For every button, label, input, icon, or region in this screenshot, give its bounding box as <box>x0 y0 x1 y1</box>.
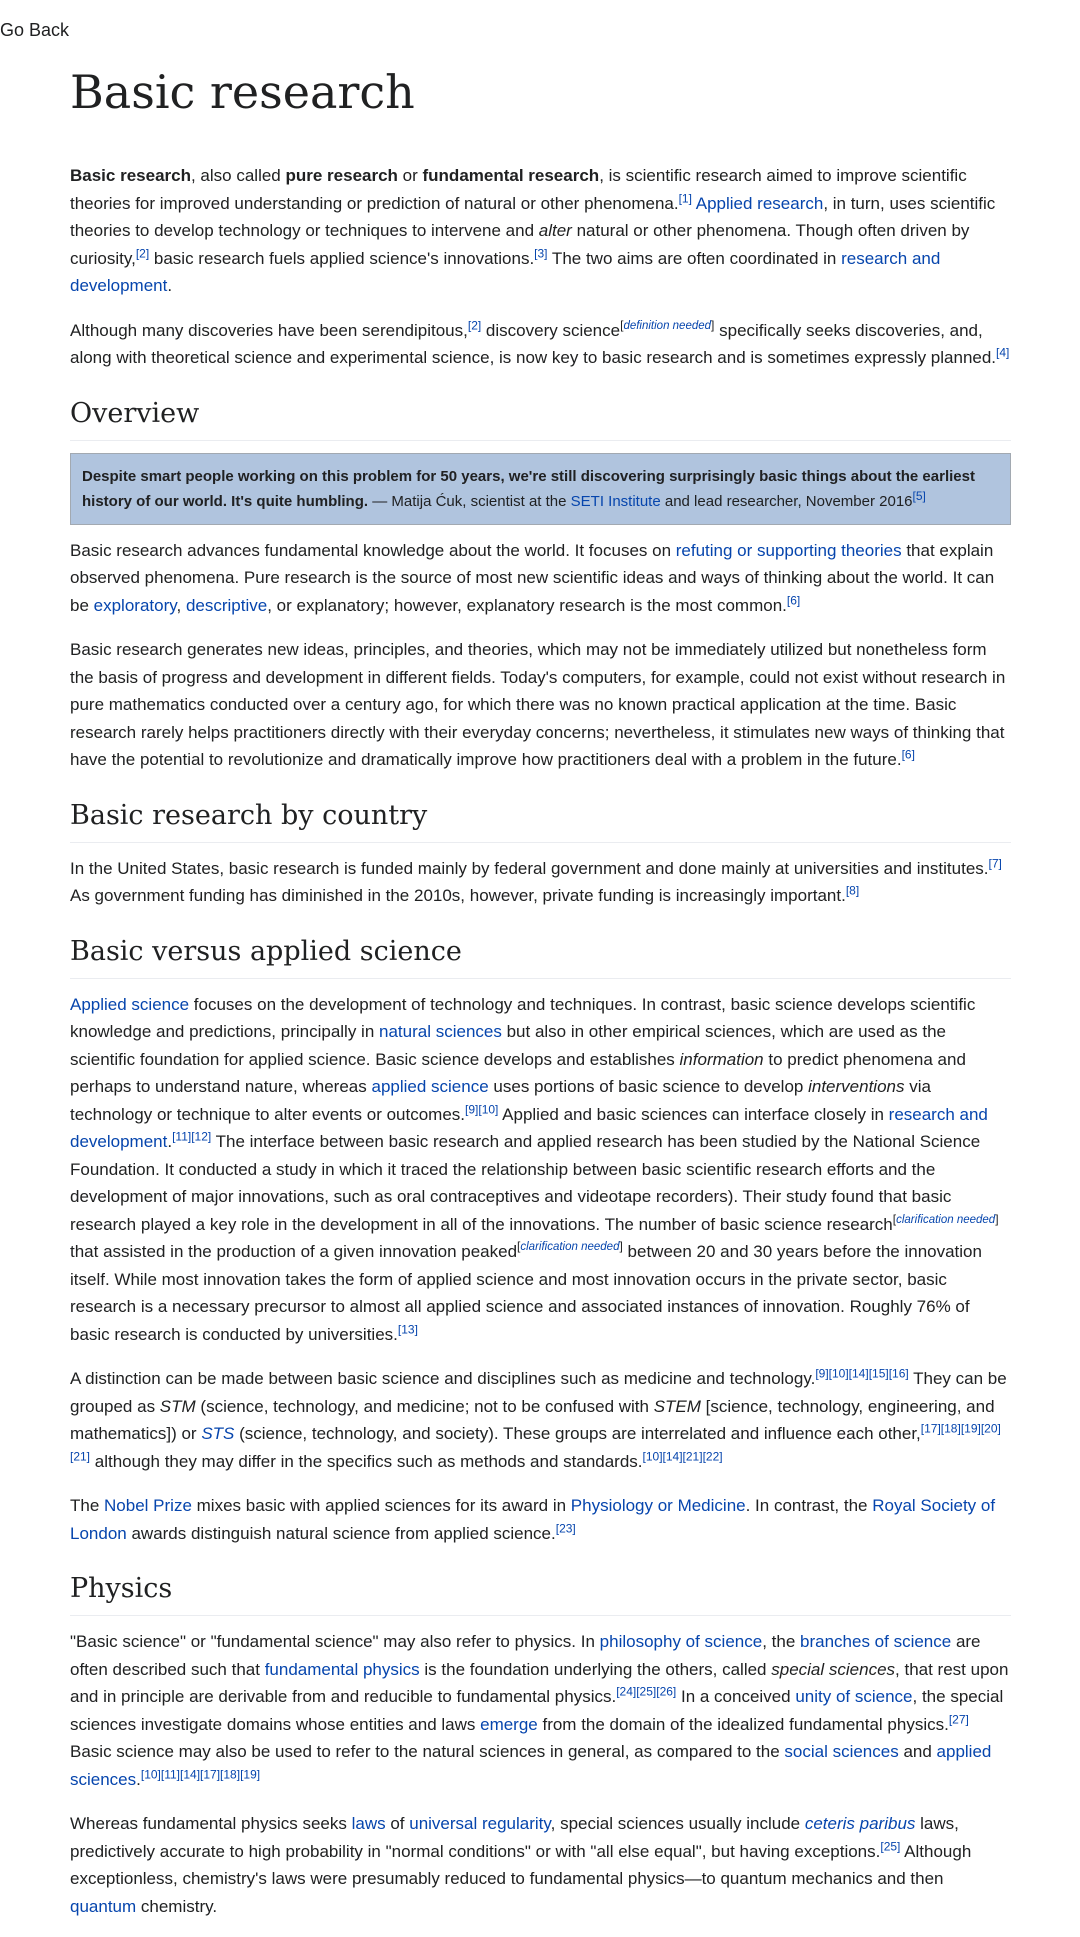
research-and-development-link[interactable]: research and development <box>70 248 941 295</box>
citation-link[interactable]: [7] <box>988 855 1002 870</box>
physiology-medicine-link[interactable]: Physiology or Medicine <box>570 1496 746 1515</box>
citation-link[interactable]: [16] <box>888 1366 909 1381</box>
laws-link[interactable]: laws <box>351 1814 386 1833</box>
citation-link[interactable]: [10] <box>478 1101 499 1116</box>
page-title: Basic research <box>70 65 415 119</box>
section-heading-basic-vs-applied: Basic versus applied science <box>70 932 1011 979</box>
applied-sciences-link[interactable]: applied sciences <box>70 1742 992 1789</box>
citation-link[interactable]: [25] <box>636 1684 657 1699</box>
citation-link[interactable]: [27] <box>948 1711 969 1726</box>
seti-institute-link[interactable]: SETI Institute <box>570 492 661 510</box>
citation-link[interactable]: [6] <box>786 592 801 607</box>
exploratory-link[interactable]: exploratory <box>93 595 177 615</box>
research-and-development-link[interactable]: research and development <box>70 1104 988 1151</box>
emerge-link[interactable]: emerge <box>480 1714 538 1734</box>
citation-link[interactable]: [10] <box>828 1366 849 1381</box>
applied-paragraph-3: The Nobel Prize mixes basic with applied sciences for its award in Physiology or Medicine. In contrast, the Royal Society of London awards distinguish natural science from applied science.[23] <box>70 1496 996 1543</box>
physics-paragraph-1: "Basic science" or "fundamental science" may also refer to physics. In philosophy of science, the branches of science are often described such that fundamental physics is the foundation underlying the others, called special sciences, that rest upon and in principle are derivable from and reducible to fundamental physics.[24][25][26] In a conceived unity of science, the special sciences investigate domains whose entities and laws emerge from the domain of the idealized fundamental physics.[27] Basic science may also be used to refer to the natural sciences in general, as compared to the social sciences and applied sciences.[10][11][14][17][18][19] <box>70 1632 1009 1789</box>
clarification-needed-tag[interactable]: clarification needed <box>520 1241 620 1254</box>
country-paragraph: In the United States, basic research is funded mainly by federal government and done mainly at universities and institutes.[7] As government funding has diminished in the 2010s, however, private funding is increasingly important.[8] <box>70 855 1002 905</box>
citation-link[interactable]: [17] <box>200 1766 221 1781</box>
fundamental-physics-link[interactable]: fundamental physics <box>264 1659 420 1679</box>
overview-paragraph-1: Basic research advances fundamental knowledge about the world. It focuses on refuting or supporting theories that explain observed phenomena. Pure research is the source of most new scientific ideas and ways of thinking about the world. It can be exploratory, descriptive, or explanatory; however, explanatory research is the most common.[6] <box>70 540 995 615</box>
applied-science-link[interactable]: Applied science <box>70 994 190 1014</box>
quantum-link[interactable]: quantum <box>70 1896 137 1916</box>
citation-link[interactable]: [14] <box>180 1766 201 1781</box>
citation-link[interactable]: [14] <box>662 1448 683 1463</box>
citation-link[interactable]: [8] <box>845 883 860 898</box>
clarification-needed-tag[interactable]: clarification needed <box>896 1213 996 1226</box>
citation-link[interactable]: [25] <box>880 1838 901 1853</box>
citation-link[interactable]: [20] <box>980 1421 1001 1436</box>
citation-link[interactable]: [21] <box>70 1448 91 1463</box>
physics-paragraph-2: Whereas fundamental physics seeks laws of universal regularity, special sciences usually include ceteris paribus laws, predictively accurate to high probability in "normal conditions" or with "all else equal", but having exceptions.[25] Although exceptionless, chemistry's laws were presumably reduced to fundamental physics—to quantum mechanics and then quantum chemistry. <box>70 1814 972 1916</box>
unity-of-science-link[interactable]: unity of science <box>795 1687 913 1706</box>
applied-paragraph-2: A distinction can be made between basic science and disciplines such as medicine and technology.[9][10][14][15][16] They can be grouped as STM (science, technology, and medicine; not to be confused with STEM [science, technology, engineering, and mathematics]) or STS (science, technology, and society). These groups are interrelated and influence each other,[17][18][19][20][21] although they may differ in the specifics such as methods and standards.[10][14][21][22] <box>70 1366 1007 1471</box>
citation-link[interactable]: [9] <box>465 1101 479 1116</box>
citation-link[interactable]: [14] <box>848 1366 869 1381</box>
citation-link[interactable]: [12] <box>191 1129 212 1144</box>
quote-attribution-end: and lead researcher, November 2016 <box>660 492 913 510</box>
citation-link[interactable]: [4] <box>996 345 1010 360</box>
citation-link[interactable]: [21] <box>682 1448 703 1463</box>
intro-paragraph-1: Basic research, also called pure research or fundamental research, is scientific research aimed to improve scientific theories for improved understanding or prediction of natural or other phenomena.[1] Applied research, in turn, uses scientific theories to develop technology or techniques to intervene and alter natural or other phenomena. Though often driven by curiosity,[2] basic research fuels applied science's innovations.[3] The two aims are often coordinated in research and development. <box>70 166 996 295</box>
article-content <box>70 62 1011 1937</box>
citation-link[interactable]: [2] <box>467 317 482 332</box>
philosophy-of-science-link[interactable]: philosophy of science <box>599 1632 763 1651</box>
citation-link[interactable]: [6] <box>901 747 915 762</box>
go-back-link[interactable]: Go Back <box>0 20 70 40</box>
social-sciences-link[interactable]: social sciences <box>784 1742 899 1761</box>
citation-link[interactable]: [13] <box>397 1321 418 1336</box>
nobel-prize-link[interactable]: Nobel Prize <box>104 1496 192 1515</box>
section-heading-overview: Overview <box>70 394 1011 441</box>
citation-link[interactable]: [18] <box>940 1421 961 1436</box>
citation-link[interactable]: [22] <box>702 1448 723 1463</box>
citation-link[interactable]: [19] <box>960 1421 981 1436</box>
citation-link[interactable]: [10] <box>140 1766 161 1781</box>
citation-link[interactable]: [3] <box>534 245 548 260</box>
universal-regularity-link[interactable]: universal regularity <box>409 1814 551 1833</box>
citation-link[interactable]: [11] <box>160 1766 181 1781</box>
citation-link[interactable]: [23] <box>555 1520 576 1535</box>
branches-of-science-link[interactable]: branches of science <box>800 1632 952 1651</box>
sts-link[interactable]: STS <box>201 1424 235 1443</box>
citation-link[interactable]: [15] <box>868 1366 889 1381</box>
overview-paragraph-2: Basic research generates new ideas, principles, and theories, which may not be immediately utilized but nonetheless form the basis of progress and development in different fields. Today's computers, for example, could not exist without research in pure mathematics conducted over a century ago, for which there was no known practical application at the time. Basic research rarely helps practitioners directly with their everyday concerns; nevertheless, it stimulates new ways of thinking that have the potential to revolutionize and dramatically improve how practitioners deal with a problem in the future.[6] <box>70 640 1006 769</box>
section-heading-by-country: Basic research by country <box>70 796 1011 843</box>
refuting-theories-link[interactable]: refuting or supporting theories <box>675 540 902 560</box>
descriptive-link[interactable]: descriptive <box>185 595 268 615</box>
citation-link[interactable]: [1] <box>678 190 692 205</box>
citation-link[interactable]: [24] <box>616 1684 637 1699</box>
applied-paragraph-1: Applied science focuses on the development of technology and techniques. In contrast, basic science develops scientific knowledge and predictions, principally in natural sciences but also in other empirical sciences, which are used as the scientific foundation for applied science. Basic science develops and establishes information to predict phenomena and perhaps to understand nature, whereas applied science uses portions of basic science to develop interventions via technology or technique to alter events or outcomes.[9][10] Applied and basic sciences can interface closely in research and development.[11][12] The interface between basic research and applied research has been studied by the National Science Foundation. It conducted a study in which it traced the relationship between basic scientific research efforts and the development of major innovations, such as oral contraceptives and videotape recorders). Their study found that basic research played a key role in the development in all of the innovations. The number of basic science research[clarification needed] that assisted in the production of a given innovation peaked[clarification needed] between 20 and 30 years before the innovation itself. While most innovation takes the form of applied science and most innovation occurs in the private sector, basic research is a necessary precursor to almost all applied science and associated instances of innovation. Roughly 76% of basic research is conducted by universities.[13] <box>70 994 999 1344</box>
citation-link[interactable]: [9] <box>815 1366 829 1381</box>
applied-science-link[interactable]: applied science <box>371 1077 489 1096</box>
citation-link[interactable]: [2] <box>135 245 150 260</box>
citation-link[interactable]: [17] <box>920 1421 941 1436</box>
citation-link[interactable]: [18] <box>220 1766 241 1781</box>
quote-box <box>70 453 1011 525</box>
ceteris-paribus-link[interactable]: ceteris paribus <box>804 1814 916 1833</box>
definition-needed-tag[interactable]: definition needed <box>623 319 712 332</box>
citation-link[interactable]: [10] <box>642 1448 663 1463</box>
royal-society-link[interactable]: Royal Society of London <box>70 1496 996 1543</box>
section-heading-physics: Physics <box>70 1569 1011 1616</box>
quote-text: Despite smart people working on this problem for 50 years, we're still discovering surprisingly basic things about the earliest history of our world. It's quite humbling. <box>82 467 975 510</box>
citation-link[interactable]: [26] <box>656 1684 677 1699</box>
citation-link[interactable]: [5] <box>912 488 926 503</box>
natural-sciences-link[interactable]: natural sciences <box>379 1022 502 1041</box>
citation-link[interactable]: [11] <box>172 1129 192 1144</box>
citation-link[interactable]: [19] <box>240 1766 261 1781</box>
applied-research-link[interactable]: Applied research <box>695 193 824 213</box>
quote-attribution: — Matija Ćuk, scientist at the <box>368 492 571 510</box>
intro-paragraph-2: Although many discoveries have been serendipitous,[2] discovery science[definition needed] specifically seeks discoveries, and, along with theoretical science and experimental science, is now key to basic research and is sometimes expressly planned.[4] <box>70 317 1010 367</box>
